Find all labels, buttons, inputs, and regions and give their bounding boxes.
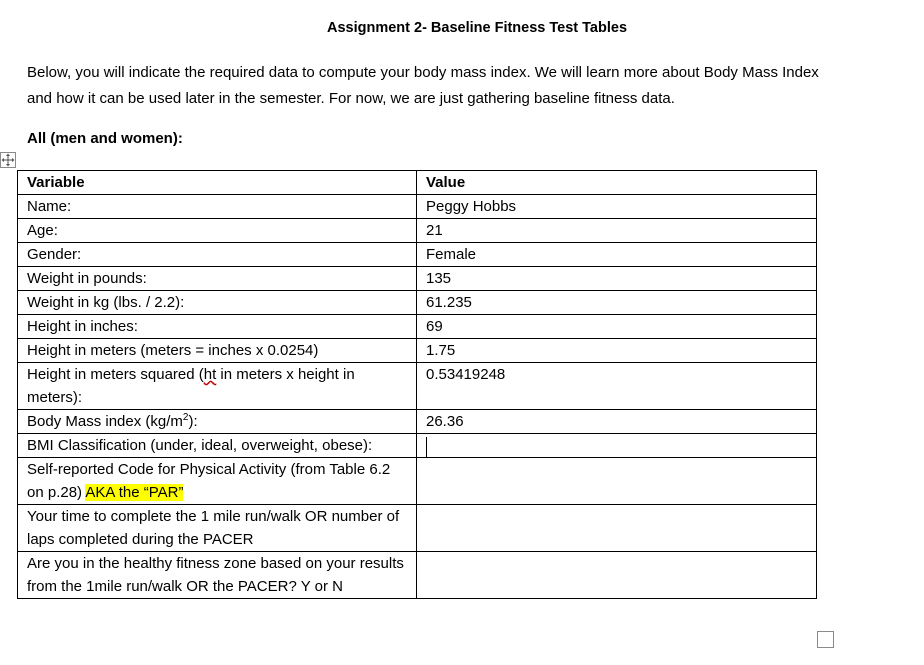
table-resize-handle-icon[interactable] bbox=[817, 631, 834, 648]
section-heading: All (men and women): bbox=[27, 130, 183, 147]
row-value-height-squared[interactable]: 0.53419248 bbox=[417, 363, 817, 410]
row-value-par-code[interactable] bbox=[417, 458, 817, 505]
superscript-2: 2 bbox=[182, 412, 189, 423]
table-row bbox=[18, 339, 817, 363]
table-row bbox=[18, 363, 817, 410]
fitness-data-table bbox=[17, 170, 817, 599]
row-value-height-inches[interactable]: 69 bbox=[417, 315, 817, 339]
label-part: Height in meters squared ( bbox=[27, 366, 204, 383]
table-header-row bbox=[18, 171, 817, 195]
row-label-height-inches[interactable]: Height in inches: bbox=[18, 315, 417, 339]
table-move-handle-icon[interactable] bbox=[0, 152, 16, 168]
table-row bbox=[18, 219, 817, 243]
label-part: ): bbox=[188, 413, 198, 430]
row-value-weight-lbs[interactable]: 135 bbox=[417, 267, 817, 291]
table-row bbox=[18, 195, 817, 219]
header-value[interactable]: Value bbox=[417, 171, 817, 195]
label-part: Self-reported Code for Physical Activity (from Table 6.2 on p.28) bbox=[27, 461, 391, 501]
table-row bbox=[18, 243, 817, 267]
intro-line-2: and how it can be used later in the semester. For now, we are just gathering baseline fitness data. bbox=[27, 90, 675, 107]
row-value-age[interactable]: 21 bbox=[417, 219, 817, 243]
row-value-bmi-classification[interactable] bbox=[417, 434, 817, 458]
table-row bbox=[18, 458, 817, 505]
row-value-fitness-zone[interactable] bbox=[417, 552, 817, 599]
table-row bbox=[18, 291, 817, 315]
table-row bbox=[18, 505, 817, 552]
spellcheck-flagged-word: ht bbox=[203, 366, 217, 383]
row-label-age[interactable]: Age: bbox=[18, 219, 417, 243]
intro-line-1: Below, you will indicate the required data to compute your body mass index. We will learn more about Body Mass Index bbox=[27, 64, 819, 81]
row-value-gender[interactable]: Female bbox=[417, 243, 817, 267]
row-label-run-time[interactable]: Your time to complete the 1 mile run/walk OR number of laps completed during the PACER bbox=[18, 505, 417, 552]
label-part: Body Mass index (kg/m bbox=[27, 413, 183, 430]
table-row bbox=[18, 552, 817, 599]
row-label-bmi-classification[interactable]: BMI Classification (under, ideal, overweight, obese): bbox=[18, 434, 417, 458]
row-value-weight-kg[interactable]: 61.235 bbox=[417, 291, 817, 315]
row-value-run-time[interactable] bbox=[417, 505, 817, 552]
row-value-height-meters[interactable]: 1.75 bbox=[417, 339, 817, 363]
row-label-fitness-zone[interactable]: Are you in the healthy fitness zone based on your results from the 1mile run/walk OR the PACER? Y or N bbox=[18, 552, 417, 599]
table-row bbox=[18, 267, 817, 291]
header-variable[interactable]: Variable bbox=[18, 171, 417, 195]
intro-paragraph bbox=[27, 60, 924, 112]
text-cursor bbox=[426, 437, 427, 457]
row-value-bmi[interactable]: 26.36 bbox=[417, 410, 817, 434]
label-part: in meters x height in meters): bbox=[27, 366, 355, 406]
row-label-height-squared[interactable] bbox=[18, 363, 417, 410]
row-label-gender[interactable]: Gender: bbox=[18, 243, 417, 267]
table-row bbox=[18, 410, 817, 434]
row-value-name[interactable]: Peggy Hobbs bbox=[417, 195, 817, 219]
highlighted-text: AKA the “PAR” bbox=[85, 484, 184, 501]
row-label-weight-lbs[interactable]: Weight in pounds: bbox=[18, 267, 417, 291]
table-row bbox=[18, 315, 817, 339]
row-label-par-code[interactable] bbox=[18, 458, 417, 505]
row-label-bmi[interactable] bbox=[18, 410, 417, 434]
row-label-weight-kg[interactable]: Weight in kg (lbs. / 2.2): bbox=[18, 291, 417, 315]
table-row bbox=[18, 434, 817, 458]
row-label-height-meters[interactable]: Height in meters (meters = inches x 0.0254) bbox=[18, 339, 417, 363]
document-title: Assignment 2- Baseline Fitness Test Tables bbox=[326, 20, 628, 36]
row-label-name[interactable]: Name: bbox=[18, 195, 417, 219]
